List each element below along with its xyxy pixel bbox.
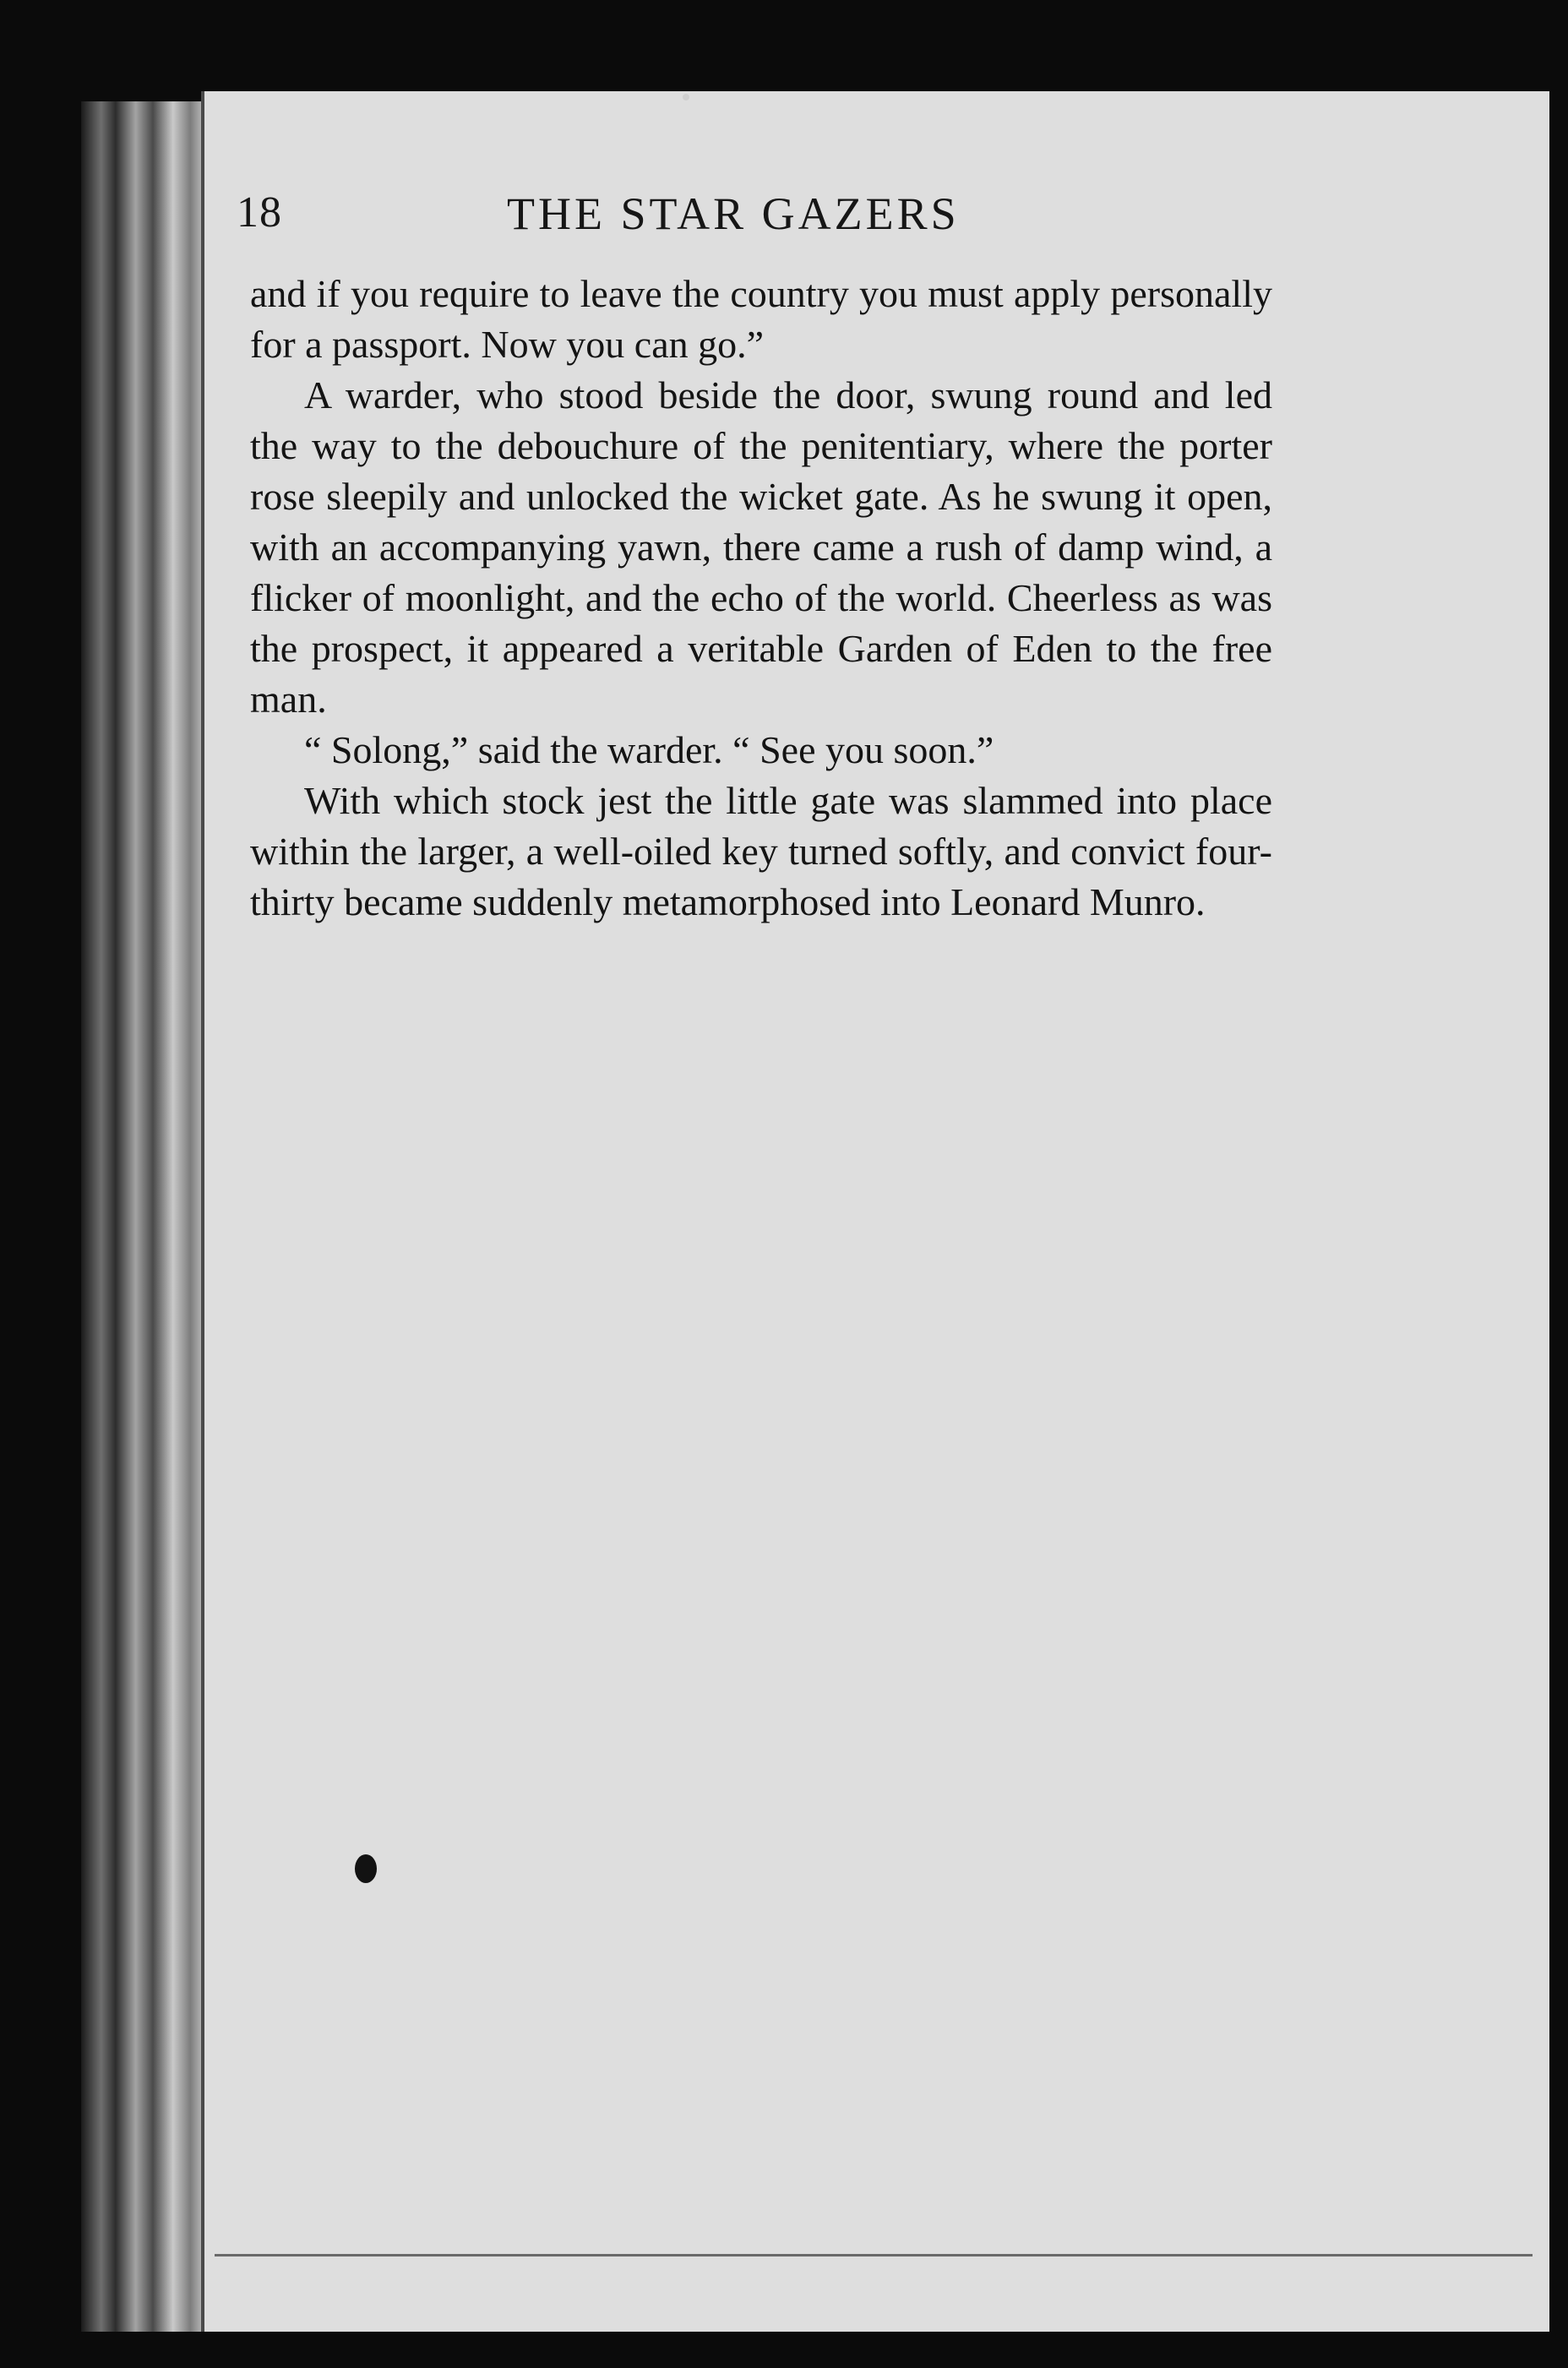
ink-blot	[355, 1854, 377, 1883]
paragraph: With which stock jest the little gate was slammed into place within the larger, a well-oiled key turned softly, and convict four-thirty became suddenly metamorphosed into Leonard Munro.	[250, 779, 1272, 923]
paragraph: A warder, who stood beside the door, swung round and led the way to the debouchure of the penitentiary, where the porter rose sleepily and unlocked the wicket gate. As he swung it open, with an accompanying yawn, there came a rush of damp wind, a flicker of moonlight, and the echo of the world. Cheerless as was the prospect, it appeared a veritable Garden of Eden to the free man.	[250, 373, 1272, 721]
paragraph: and if you require to leave the country you must apply personally for a passport. Now you can go.”	[250, 272, 1272, 366]
ink-speck	[683, 94, 689, 101]
paragraph: “ Solong,” said the warder. “ See you soon.”	[304, 728, 994, 771]
page-number: 18	[237, 188, 282, 237]
running-header	[237, 188, 1233, 264]
body-text	[250, 269, 1272, 928]
running-title: THE STAR GAZERS	[507, 188, 960, 239]
page-bottom-edge	[215, 2254, 1533, 2256]
